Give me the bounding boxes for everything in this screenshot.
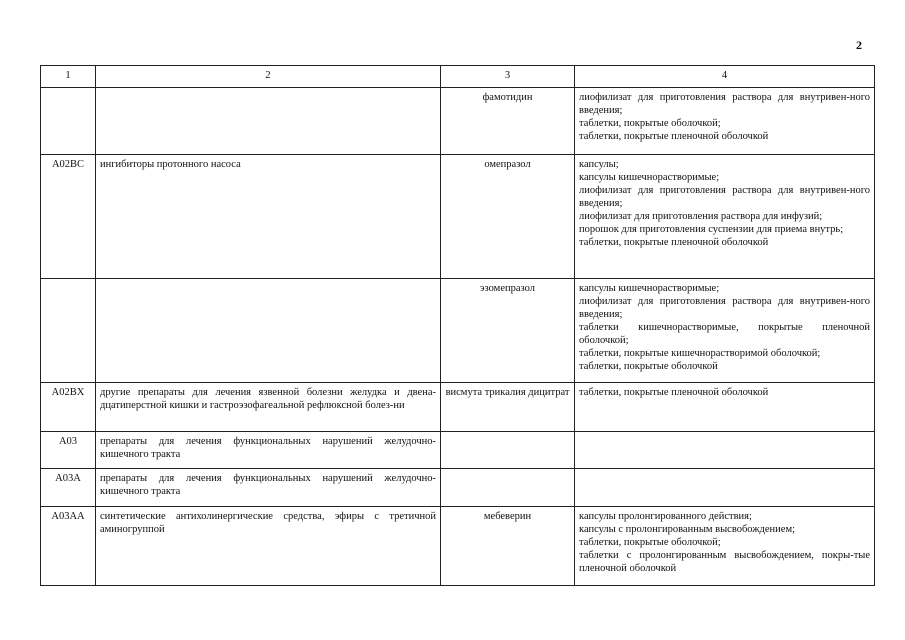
- dosage-form: капсулы кишечнорастворимые;: [579, 172, 720, 183]
- atc-code-cell: A02BX: [41, 383, 96, 432]
- dosage-form: таблетки, покрытые пленочной оболочкой: [579, 387, 769, 398]
- dosage-form: порошок для приготовления суспензии для приема внутрь;: [579, 224, 844, 235]
- table-row: [41, 88, 875, 155]
- dosage-forms-cell: [575, 88, 875, 155]
- dosage-form: капсулы с пролонгированным высвобождением;: [579, 524, 796, 535]
- table-row: [41, 469, 875, 507]
- header-col-2: 2: [96, 66, 441, 88]
- table-row: [41, 507, 875, 586]
- dosage-form: лиофилизат для приготовления раствора для внутривен-ного введения;: [579, 185, 870, 209]
- group-name-cell: ингибиторы протонного насоса: [96, 155, 441, 279]
- dosage-form: капсулы пролонгированного действия;: [579, 511, 752, 522]
- page-number: 2: [856, 38, 862, 52]
- dosage-form: лиофилизат для приготовления раствора для внутривен-ного введения;: [579, 92, 870, 116]
- atc-code-cell: A03AA: [41, 507, 96, 586]
- inn-cell: мебеверин: [441, 507, 575, 586]
- group-name-cell: синтетические антихолинергические средства, эфиры с третичной аминогруппой: [96, 507, 441, 586]
- dosage-form: таблетки с пролонгированным высвобождением, покры-тые пленочной оболочкой: [579, 550, 870, 574]
- dosage-form: таблетки, покрытые оболочкой;: [579, 118, 721, 129]
- dosage-form: таблетки, покрытые оболочкой;: [579, 537, 721, 548]
- header-col-4: 4: [575, 66, 875, 88]
- atc-code-cell: [41, 279, 96, 383]
- group-name-cell: другие препараты для лечения язвенной болезни желудка и двена-дцатиперстной кишки и гастроэзофагеальной рефлюксной болез-ни: [96, 383, 441, 432]
- dosage-form: таблетки, покрытые кишечнорастворимой оболочкой;: [579, 348, 821, 359]
- table-row: [41, 155, 875, 279]
- dosage-form: капсулы;: [579, 159, 619, 170]
- dosage-forms-cell: [575, 383, 875, 432]
- table-row: [41, 432, 875, 469]
- group-name-cell: [96, 88, 441, 155]
- dosage-form: таблетки, покрытые пленочной оболочкой: [579, 237, 769, 248]
- inn-cell: [441, 432, 575, 469]
- dosage-forms-cell: [575, 279, 875, 383]
- drug-table: [40, 65, 875, 586]
- dosage-form: лиофилизат для приготовления раствора для внутривен-ного введения;: [579, 296, 870, 320]
- group-name-cell: [96, 279, 441, 383]
- dosage-form: таблетки, покрытые оболочкой: [579, 361, 718, 372]
- dosage-form: лиофилизат для приготовления раствора для инфузий;: [579, 211, 823, 222]
- group-name-cell: препараты для лечения функциональных нарушений желудочно-кишечного тракта: [96, 469, 441, 507]
- header-col-3: 3: [441, 66, 575, 88]
- dosage-forms-cell: [575, 507, 875, 586]
- atc-code-cell: A03A: [41, 469, 96, 507]
- table-row: [41, 279, 875, 383]
- inn-cell: [441, 469, 575, 507]
- dosage-form: таблетки, покрытые пленочной оболочкой: [579, 131, 769, 142]
- dosage-forms-cell: [575, 155, 875, 279]
- dosage-form: капсулы кишечнорастворимые;: [579, 283, 720, 294]
- atc-code-cell: [41, 88, 96, 155]
- atc-code-cell: A03: [41, 432, 96, 469]
- dosage-forms-cell: [575, 469, 875, 507]
- atc-code-cell: A02BC: [41, 155, 96, 279]
- inn-cell: фамотидин: [441, 88, 575, 155]
- dosage-forms-cell: [575, 432, 875, 469]
- table-row: [41, 383, 875, 432]
- header-col-1: 1: [41, 66, 96, 88]
- dosage-form: таблетки кишечнорастворимые, покрытые пленочной оболочкой;: [579, 322, 870, 346]
- inn-cell: эзомепразол: [441, 279, 575, 383]
- group-name-cell: препараты для лечения функциональных нарушений желудочно-кишечного тракта: [96, 432, 441, 469]
- inn-cell: омепразол: [441, 155, 575, 279]
- inn-cell: висмута трикалия дицитрат: [441, 383, 575, 432]
- header-row: [41, 66, 875, 88]
